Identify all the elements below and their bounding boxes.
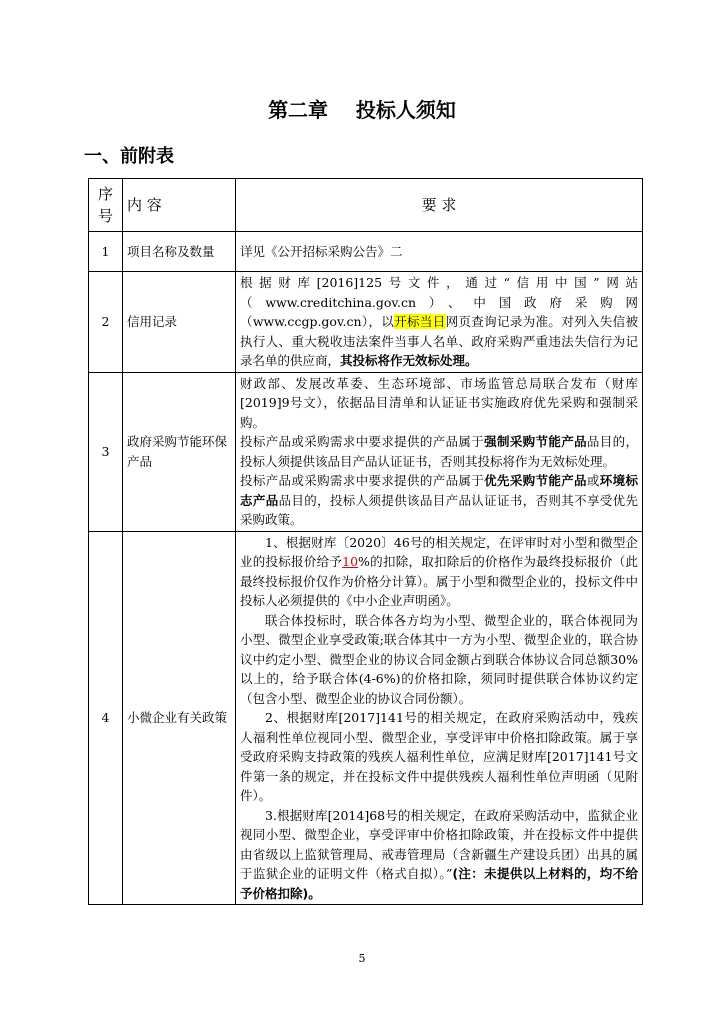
req-paragraph: 3.根据财库[2014]68号的相关规定，在政府采购活动中，监狱企业视同小型、微型企业，享受评审中价格扣除政策，并在投标文件中提供由省级以上监狱管理局、戒毒管理局（含新疆生产建设兵团）出具的属于监狱企业的证明文件（格式自拟）。”(注：未提供以上材料的，均不给予价格扣除)。 [240, 807, 638, 901]
req-bold-text: (注：未提供以上材料的，均不给予价格扣除)。 [240, 866, 638, 901]
row-item: 政府采购节能环保产品 [123, 372, 236, 531]
req-paragraph: 2、根据财库[2017]141号的相关规定，在政府采购活动中，残疾人福利性单位视同小型、微型企业，享受评审中价格扣除政策。属于享受政府采购支持政策的残疾人福利性单位，应满足财库[2017]141号文件第一条的规定，并在投标文件中提供残疾人福利性单位声明函（见附件）。 [240, 710, 638, 803]
row-requirement [236, 531, 643, 905]
table-row [89, 531, 643, 905]
req-bold-text: 环境标志产品 [240, 473, 638, 508]
row-item: 项目名称及数量 [123, 232, 236, 272]
req-paragraph: 投标产品或采购需求中要求提供的产品属于优先采购节能产品或环境标志产品品目的，投标人须提供该品目产品认证证书，否则其不享受优先采购政策。 [240, 473, 638, 527]
header-content: 内 容 [123, 179, 236, 232]
row-item: 小微企业有关政策 [123, 531, 236, 905]
table-header-row [89, 179, 643, 232]
discount-percent: 10 [342, 554, 359, 569]
req-bold-text: 优先采购节能产品 [484, 473, 587, 488]
req-paragraph: 联合体投标时，联合体各方均为小型、微型企业的，联合体视同为小型、微型企业享受政策;联合体其中一方为小型、微型企业的，联合协议中约定小型、微型企业的协议合同金额占到联合体协议合同总额30%以上的，给予联合体(4-6%)的价格扣除，须同时提供联合体协议约定（包含小型、微型企业的协议合同份额）。 [240, 612, 638, 706]
row-no: 4 [89, 531, 123, 905]
chapter-title: 第二章 投标人须知 [268, 98, 456, 122]
header-requirement: 要 求 [236, 179, 643, 232]
row-requirement [236, 372, 643, 531]
requirements-table [88, 178, 643, 905]
req-paragraph: 投标产品或采购需求中要求提供的产品属于强制采购节能产品品目的，投标人须提供该品目产品认证证书，否则其投标将作为无效标处理。 [240, 434, 638, 469]
row-item: 信用记录 [123, 272, 236, 373]
row-requirement: 详见《公开招标采购公告》二 [236, 232, 643, 272]
req-text: 网页查询记录为准。对列入失信被执行人、重大税收违法案件当事人名单、政府采购严重违法失信行为记录名单的供应商， [240, 314, 638, 368]
row-no: 1 [89, 232, 123, 272]
section-title: 一、前附表 [84, 146, 174, 167]
req-paragraph: 1、根据财库〔2020〕46号的相关规定，在评审时对小型和微型企业的投标报价给予10%的扣除，取扣除后的价格作为最终投标报价（此最终投标报价仅作为价格分计算）。属于小型和微型企业的，投标文件中投标人必须提供的《中小企业声明函》。 [240, 534, 638, 608]
row-no: 3 [89, 372, 123, 531]
req-bold-text: 强制采购节能产品 [484, 434, 587, 449]
req-bold-text: 其投标将作无效标处理。 [340, 353, 478, 368]
table-row [89, 272, 643, 373]
row-no: 2 [89, 272, 123, 373]
page-number: 5 [358, 952, 366, 965]
req-text: 根据财库[2016]125号文件，通过“信用中国”网站（www.creditchina.gov.cn）、中国政府采购网（www.ccgp.gov.cn），以 [240, 275, 638, 329]
req-paragraph: 财政部、发展改革委、生态环境部、市场监管总局联合发布（财库[2019]9号文），依据品目清单和认证证书实施政府优先采购和强制采购。 [240, 375, 638, 430]
table-row [89, 372, 643, 531]
header-no: 序号 [89, 179, 123, 232]
highlight-bid-opening-day: 开标当日 [394, 314, 446, 329]
row-requirement [236, 272, 643, 373]
table-row [89, 232, 643, 272]
